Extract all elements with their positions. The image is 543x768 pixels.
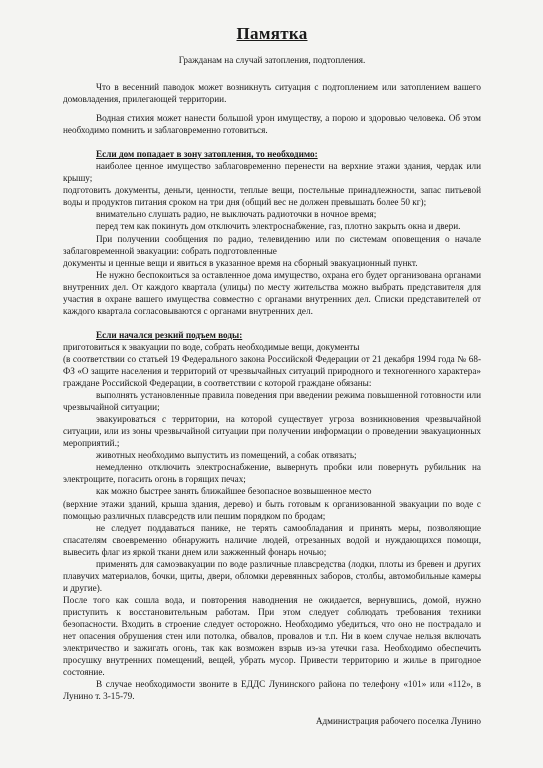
- document-title: Памятка: [236, 24, 308, 43]
- list-item: (верхние этажи зданий, крыша здания, дерево) и быть готовым к организованной эвакуации по воде с помощью различных плавсредств или пешим порядком по бродам;: [63, 498, 481, 521]
- list-item: документы и ценные вещи и явиться в указанное время на сборный эвакуационный пункт.: [63, 257, 418, 268]
- list-item: выполнять установленные правила поведения при введении режима повышенной готовности или чрезвычайной ситуации;: [63, 390, 481, 413]
- list-item: применять для самоэвакуации по воде различные плавсредства (лодки, плоты из бревен и других плавучих материалов, бочки, щиты, двери, обломки деревянных заборов, столбы, автомобильные камеры и другие).: [63, 558, 481, 593]
- list-item: При получении сообщения по радио, телевидению или по системам оповещения о начале заблаговременной эвакуации: собрать подготовленные: [63, 233, 481, 256]
- list-item: После того как сошла вода, и повторения наводнения не ожидается, вернувшись, домой, нужно приступить к восстановительным работам. При этом следует соблюдать требования техники безопасности. Входить в строение следует осторожно. Необходимо убедиться, что оно не пострадало и нет опасения обрушения стен или потолка, обвалов, провалов и т.п. Ни в коем случае нельзя включать электричество и зажигать огонь, так как возможен взрыв из-за утечки газа. Необходимо обеспечить просушку внутренних помещений, вещей, убрать мусор. Привести территорию и жилье в пригодное состояние.: [63, 594, 481, 678]
- signature: Администрация рабочего поселка Лунино: [315, 716, 481, 727]
- list-item: внимательно слушать радио, не выключать радиоточки в ночное время;: [96, 209, 377, 220]
- list-item: (в соответствии со статьей 19 Федерального закона Российской Федерации от 21 декабря 1994 года № 68-ФЗ «О защите населения и территорий от чрезвычайных ситуаций природного и техногенного характера» граждане Российской Федерации, в соответствии с которой граждане обязаны:: [63, 353, 481, 389]
- section-heading-flood-zone: Если дом попадает в зону затопления, то необходимо:: [96, 149, 318, 160]
- list-item: животных необходимо выпустить из помещений, а собак отвязать;: [96, 450, 357, 461]
- list-item: не следует поддаваться панике, не терять самообладания и принять меры, позволяющие спасателям своевременно обнаружить наличие людей, отрезанных водой и нуждающихся помощи, вывесить флаг из яркой ткани днем или зажженный фонарь ночью;: [63, 522, 481, 557]
- intro-paragraph: Водная стихия может нанести большой урон имуществу, а порою и здоровью человека. Об этом необходимо помнить и заблаговременно готовиться.: [63, 113, 481, 136]
- list-item: Не нужно беспокоиться за оставленное дома имущество, охрана его будет организована органами внутренних дел. От каждого квартала (улицы) по месту жительства можно выбрать представителя для участия в охране вашего имущества совместно с органами внутренних дел. Списки представителей от каждого квартала согласовываются с органами внутренних дел.: [63, 269, 481, 316]
- intro-paragraph: Что в весенний паводок может возникнуть ситуация с подтоплением или затоплением вашего домовладения, прилегающей территории.: [63, 82, 481, 105]
- list-item: перед тем как покинуть дом отключить электроснабжение, газ, плотно закрыть окна и двери.: [96, 221, 461, 232]
- section-heading-water-rise: Если начался резкий подъем воды:: [96, 329, 243, 340]
- list-item: как можно быстрее занять ближайшее безопасное возвышенное место: [96, 486, 372, 497]
- list-item: немедленно отключить электроснабжение, вывернуть пробки или повернуть рубильник на электрощите, погасить огонь в горящих печах;: [63, 462, 481, 485]
- emergency-contact: В случае необходимости звоните в ЕДДС Лунинского района по телефону «101» или «112», в Лунино т. 3-15-79.: [63, 679, 481, 702]
- list-item: наиболее ценное имущество заблаговременно перенести на верхние этажи здания, чердак или крышу;: [63, 161, 481, 184]
- list-item: приготовиться к эвакуации по воде, собрать необходимые вещи, документы: [63, 341, 360, 352]
- list-item: эвакуироваться с территории, на которой существует угроза возникновения чрезвычайной ситуации, или из зоны чрезвычайной ситуации при получении информации о проведении эвакуационных мероприятий.;: [63, 414, 481, 449]
- document-subtitle: Гражданам на случай затопления, подтопления.: [178, 55, 366, 65]
- list-item: подготовить документы, деньги, ценности, теплые вещи, постельные принадлежности, запас питьевой воды и продуктов питания сроком на три дня (общий вес не должен превышать более 50 кг);: [63, 185, 481, 208]
